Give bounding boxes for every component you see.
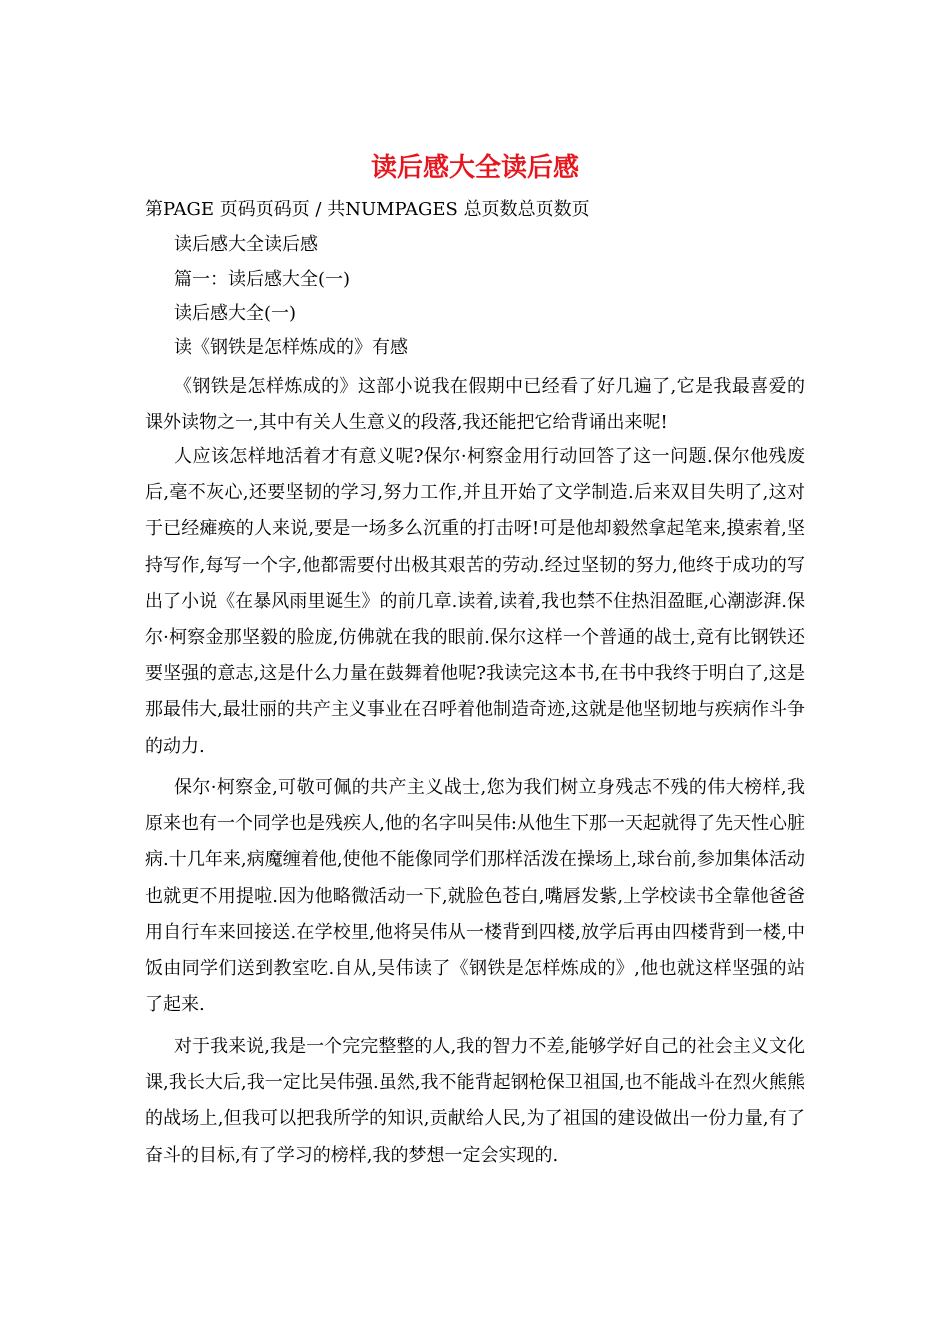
document-title: 读后感大全读后感 [370,153,579,183]
paragraph-3: 保尔·柯察金,可敬可佩的共产主义战士,您为我们树立身残志不残的伟大榜样,我原来也有一个同学也是残疾人,他的名字叫吴伟:从他生下那一天起就得了先天性心脏病.十几年来,病魔缠着他,使他不能像同学们那样活泼在操场上,球台前,参加集体活动也就更不用提啦.因为他略微活动一下,就脸色苍白,嘴唇发紫,上学校读书全靠他爸爸用自行车来回接送.在学校里,他将吴伟从一楼背到四楼,放学后再由四楼背到一楼,中饭由同学们送到教室吃.自从,吴伟读了《钢铁是怎样炼成的》,他也就这样坚强的站了起来. [145,777,805,1016]
subsection-heading: 读后感大全(一) [174,303,297,324]
page-field-line: 第PAGE 页码页码页 / 共NUMPAGES 总页数总页数页 [145,199,590,220]
section-heading: 篇一：读后感大全(一) [174,269,351,290]
paragraph-1: 《钢铁是怎样炼成的》这部小说我在假期中已经看了好几遍了,它是我最喜爱的课外读物之一,其中有关人生意义的段落,我还能把它给背诵出来呢! [145,376,805,434]
essay-heading: 读《钢铁是怎样炼成的》有感 [174,337,408,358]
paragraph-4: 对于我来说,我是一个完完整整的人,我的智力不差,能够学好自己的社会主义文化课,我长大后,我一定比吴伟强.虽然,我不能背起钢枪保卫祖国,也不能战斗在烈火熊熊的战场上,但我可以把我所学的知识,贡献给人民,为了祖国的建设做出一份力量,有了奋斗的目标,有了学习的榜样,我的梦想一定会实现的. [145,1036,805,1166]
paragraph-2: 人应该怎样地活着才有意义呢?保尔·柯察金用行动回答了这一问题.保尔他残废后,毫不灰心,还要坚韧的学习,努力工作,并且开始了文学制造.后来双目失明了,这对于已经瘫痪的人来说,要是一场多么沉重的打击呀!可是他却毅然拿起笔来,摸索着,坚持写作,每写一个字,他都需要付出极其艰苦的劳动.经过坚韧的努力,他终于成功的写出了小说《在暴风雨里诞生》的前几章.读着,读着,我也禁不住热泪盈眶,心潮澎湃.保尔·柯察金那坚毅的脸庞,仿佛就在我的眼前.保尔这样一个普通的战士,竟有比钢铁还要坚强的意志,这是什么力量在鼓舞着他呢?我读完这本书,在书中我终于明白了,这是那最伟大,最壮丽的共产主义事业在召呼着他制造奇迹,这就是他坚韧地与疾病作斗争的动力. [145,446,805,757]
subtitle-heading: 读后感大全读后感 [174,234,318,255]
